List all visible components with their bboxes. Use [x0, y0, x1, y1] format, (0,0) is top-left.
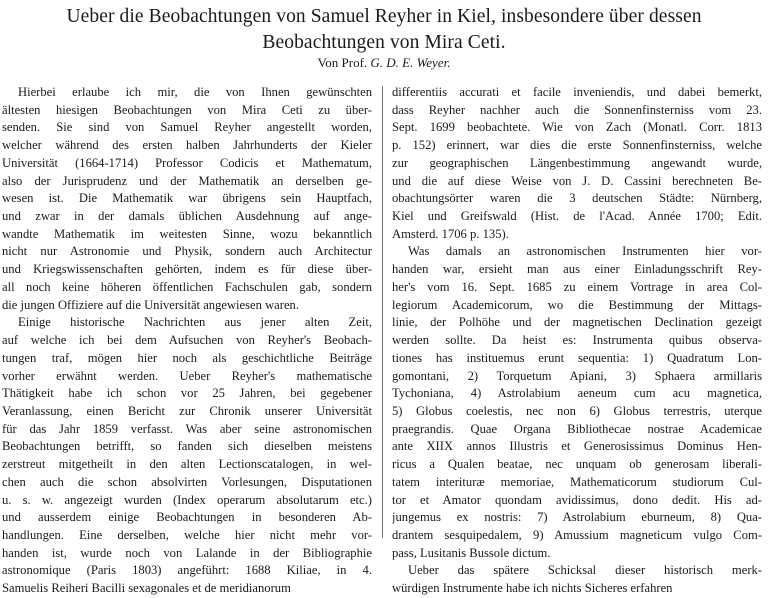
text-line: tor et Amator quondam avidissimus, dono dedit. His ad-: [392, 492, 762, 507]
text-line: nicht nur Astronomie und Physik, sondern auch Architectur: [2, 244, 372, 259]
text-line: tiones has instituemus erunt sequentia: 1) Quadratum Lon-: [392, 350, 762, 365]
text-line: chen auch die schon absolvirten Vorlesungen, Disputationen: [2, 474, 372, 489]
column-divider: [382, 86, 383, 538]
text-line: Kiel und Greifswald (Hist. de l'Acad. Année 1700; Edit.: [392, 209, 762, 224]
text-line: und zwar in der damals üblichen Ausdehnung auf ange-: [2, 209, 372, 224]
byline: [0, 55, 768, 71]
text-line: Was damals an astronomischen Instrumenten hier vor-: [408, 244, 762, 259]
text-line: Samuelis Reiheri Bacilli sexagonales et de meridianorum: [2, 581, 291, 596]
text-line: handen war, ersieht man aus einer Einladungsschrift Rey-: [392, 262, 762, 277]
text-line: senden. Sie sind von Samuel Reyher angestellt worden,: [2, 120, 372, 135]
text-line: pass, Lusitanis Bussole dictum.: [392, 545, 551, 560]
text-line: Sept. 1699 beobachtete. Wie von Zach (Monatl. Corr. 1813: [392, 120, 762, 135]
text-line: welcher während des ersten halben Jahrhunderts der Kieler: [2, 138, 372, 153]
text-line: praegrandis. Quae Organa Bibliothecae nostrae Academicae: [392, 421, 762, 436]
text-line: Tychoniana, 4) Astrolabium aeneum cum acu magnetica,: [392, 386, 762, 401]
text-line: auf welche ich bei dem Aufsuchen von Reyher's Beobach-: [2, 333, 372, 348]
text-line: ricus a Qualen beatae, nec unquam ob generosam liberali-: [392, 457, 762, 472]
text-line: werden sollte. Da heist es: Instrumenta quibus observa-: [392, 333, 762, 348]
text-line: astronomique (Paris 1803) angeführt: 1688 Kiliae, in 4.: [2, 563, 372, 578]
text-line: die jungen Offiziere auf die Universität angewiesen waren.: [2, 297, 299, 312]
text-line: handlungen. Eine derselben, welche hier nicht mehr vor-: [2, 527, 372, 542]
text-line: drantem sesquipedalem, 9) Amussium magneticum vulgo Com-: [392, 527, 762, 542]
text-line: also der Jurisprudenz und der Mathematik an derselben ge-: [2, 173, 372, 188]
text-line: 5) Globus coelestis, nec non 6) Globus terrestris, uterque: [392, 403, 762, 418]
text-line: p. 152) erinnert, war dies die erste Sonnenfinsterniss, welche: [392, 138, 762, 153]
title-line-1: Ueber die Beobachtungen von Samuel Reyher in Kiel, insbesondere über dessen: [66, 6, 702, 27]
text-line: linie, der Polhöhe und der magnetischen Declination gezeigt: [392, 315, 762, 330]
text-line: Beobachtungen betrifft, so fanden sich dieselben meistens: [2, 439, 372, 454]
text-line: Einige historische Nachrichten aus jener alten Zeit,: [18, 315, 372, 330]
text-line: würdigen Instrumente habe ich nichts Sicheres erfahren: [392, 581, 673, 596]
text-line: jungemus ex nostris: 7) Astrolabium eburneum, 8) Qua-: [392, 510, 762, 525]
text-line: wesen ist. Die Mathematik war übrigens sein Hauptfach,: [2, 191, 372, 206]
text-line: Veranlassung, einen Bericht zur Chronik unserer Universität: [2, 403, 372, 418]
author-name: G. D. E. Weyer.: [370, 55, 451, 70]
text-line: Hierbei erlaube ich mir, die von Ihnen gewünschten: [18, 85, 372, 99]
text-line: zur geographischen Längenbestimmung angewandt wurde,: [392, 155, 762, 170]
text-line: vorher erwähnt werden. Ueber Reyher's mathematische: [2, 368, 372, 383]
article-title: [0, 4, 768, 56]
text-line: differentiis accurati et facile inveniendis, und dabei bemerkt,: [392, 85, 762, 99]
text-line: Amsterd. 1706 p. 135).: [392, 226, 509, 241]
text-line: und die auf diese Weise von J. D. Cassini berechneten Be-: [392, 173, 762, 188]
text-line: und Kriegswissenschaften gehörten, indem es für diese über-: [2, 262, 372, 277]
text-line: und ausserdem einige Beobachtungen in besonderen Ab-: [2, 510, 372, 525]
text-line: Universität (1664-1714) Professor Codicis et Mathematum,: [2, 155, 372, 170]
text-line: handen ist, wurde noch von Lalande in der Bibliographie: [2, 545, 372, 560]
text-line: tatem interituræ memoriae, Mathematicorum studiorum Cul-: [392, 474, 762, 489]
text-line: ante XIIX annos Illustris et Generosissimus Dominus Hen-: [392, 439, 762, 454]
text-line: Ueber das spätere Schicksal dieser historisch merk-: [408, 563, 762, 578]
text-line: zerstreut mitgetheilt in den alten Lectionscatalogen, in wel-: [2, 457, 372, 472]
left-column: [2, 84, 372, 598]
text-line: obachtungsörter waren die 3 deutschen Städte: Nürnberg,: [392, 191, 762, 206]
text-line: her's vom 16. Sept. 1685 zu einem Vortrage in area Col-: [392, 279, 762, 294]
title-line-2: Beobachtungen von Mira Ceti.: [262, 32, 506, 53]
text-line: all noch keine höheren öffentlichen Fachschulen gab, sondern: [2, 279, 372, 294]
text-line: legiorum Academicorum, wo die Bestimmung der Mittags-: [392, 297, 762, 312]
text-line: Thätigkeit habe ich schon vor 25 Jahren, bei gegebener: [2, 386, 372, 401]
right-column: [392, 84, 762, 598]
byline-prefix: Von Prof.: [317, 55, 368, 70]
text-line: ältesten hiesigen Beobachtungen von Mira Ceti zu über-: [2, 102, 372, 117]
text-line: gomontani, 2) Torquetum Apiani, 3) Sphaera armillaris: [392, 368, 762, 383]
text-line: tungen traf, mögen hier noch als geschichtliche Beiträge: [2, 350, 372, 365]
text-line: u. s. w. angezeigt wurden (Index operarum absolutarum etc.): [2, 492, 372, 507]
text-line: wandte Mathematik im weitesten Sinne, wozu bekanntlich: [2, 226, 372, 241]
text-line: dass Reyher nachher auch die Sonnenfinsterniss vom 23.: [392, 102, 762, 117]
text-line: für das Jahr 1859 verfasst. Was aber seine astronomischen: [2, 421, 372, 436]
